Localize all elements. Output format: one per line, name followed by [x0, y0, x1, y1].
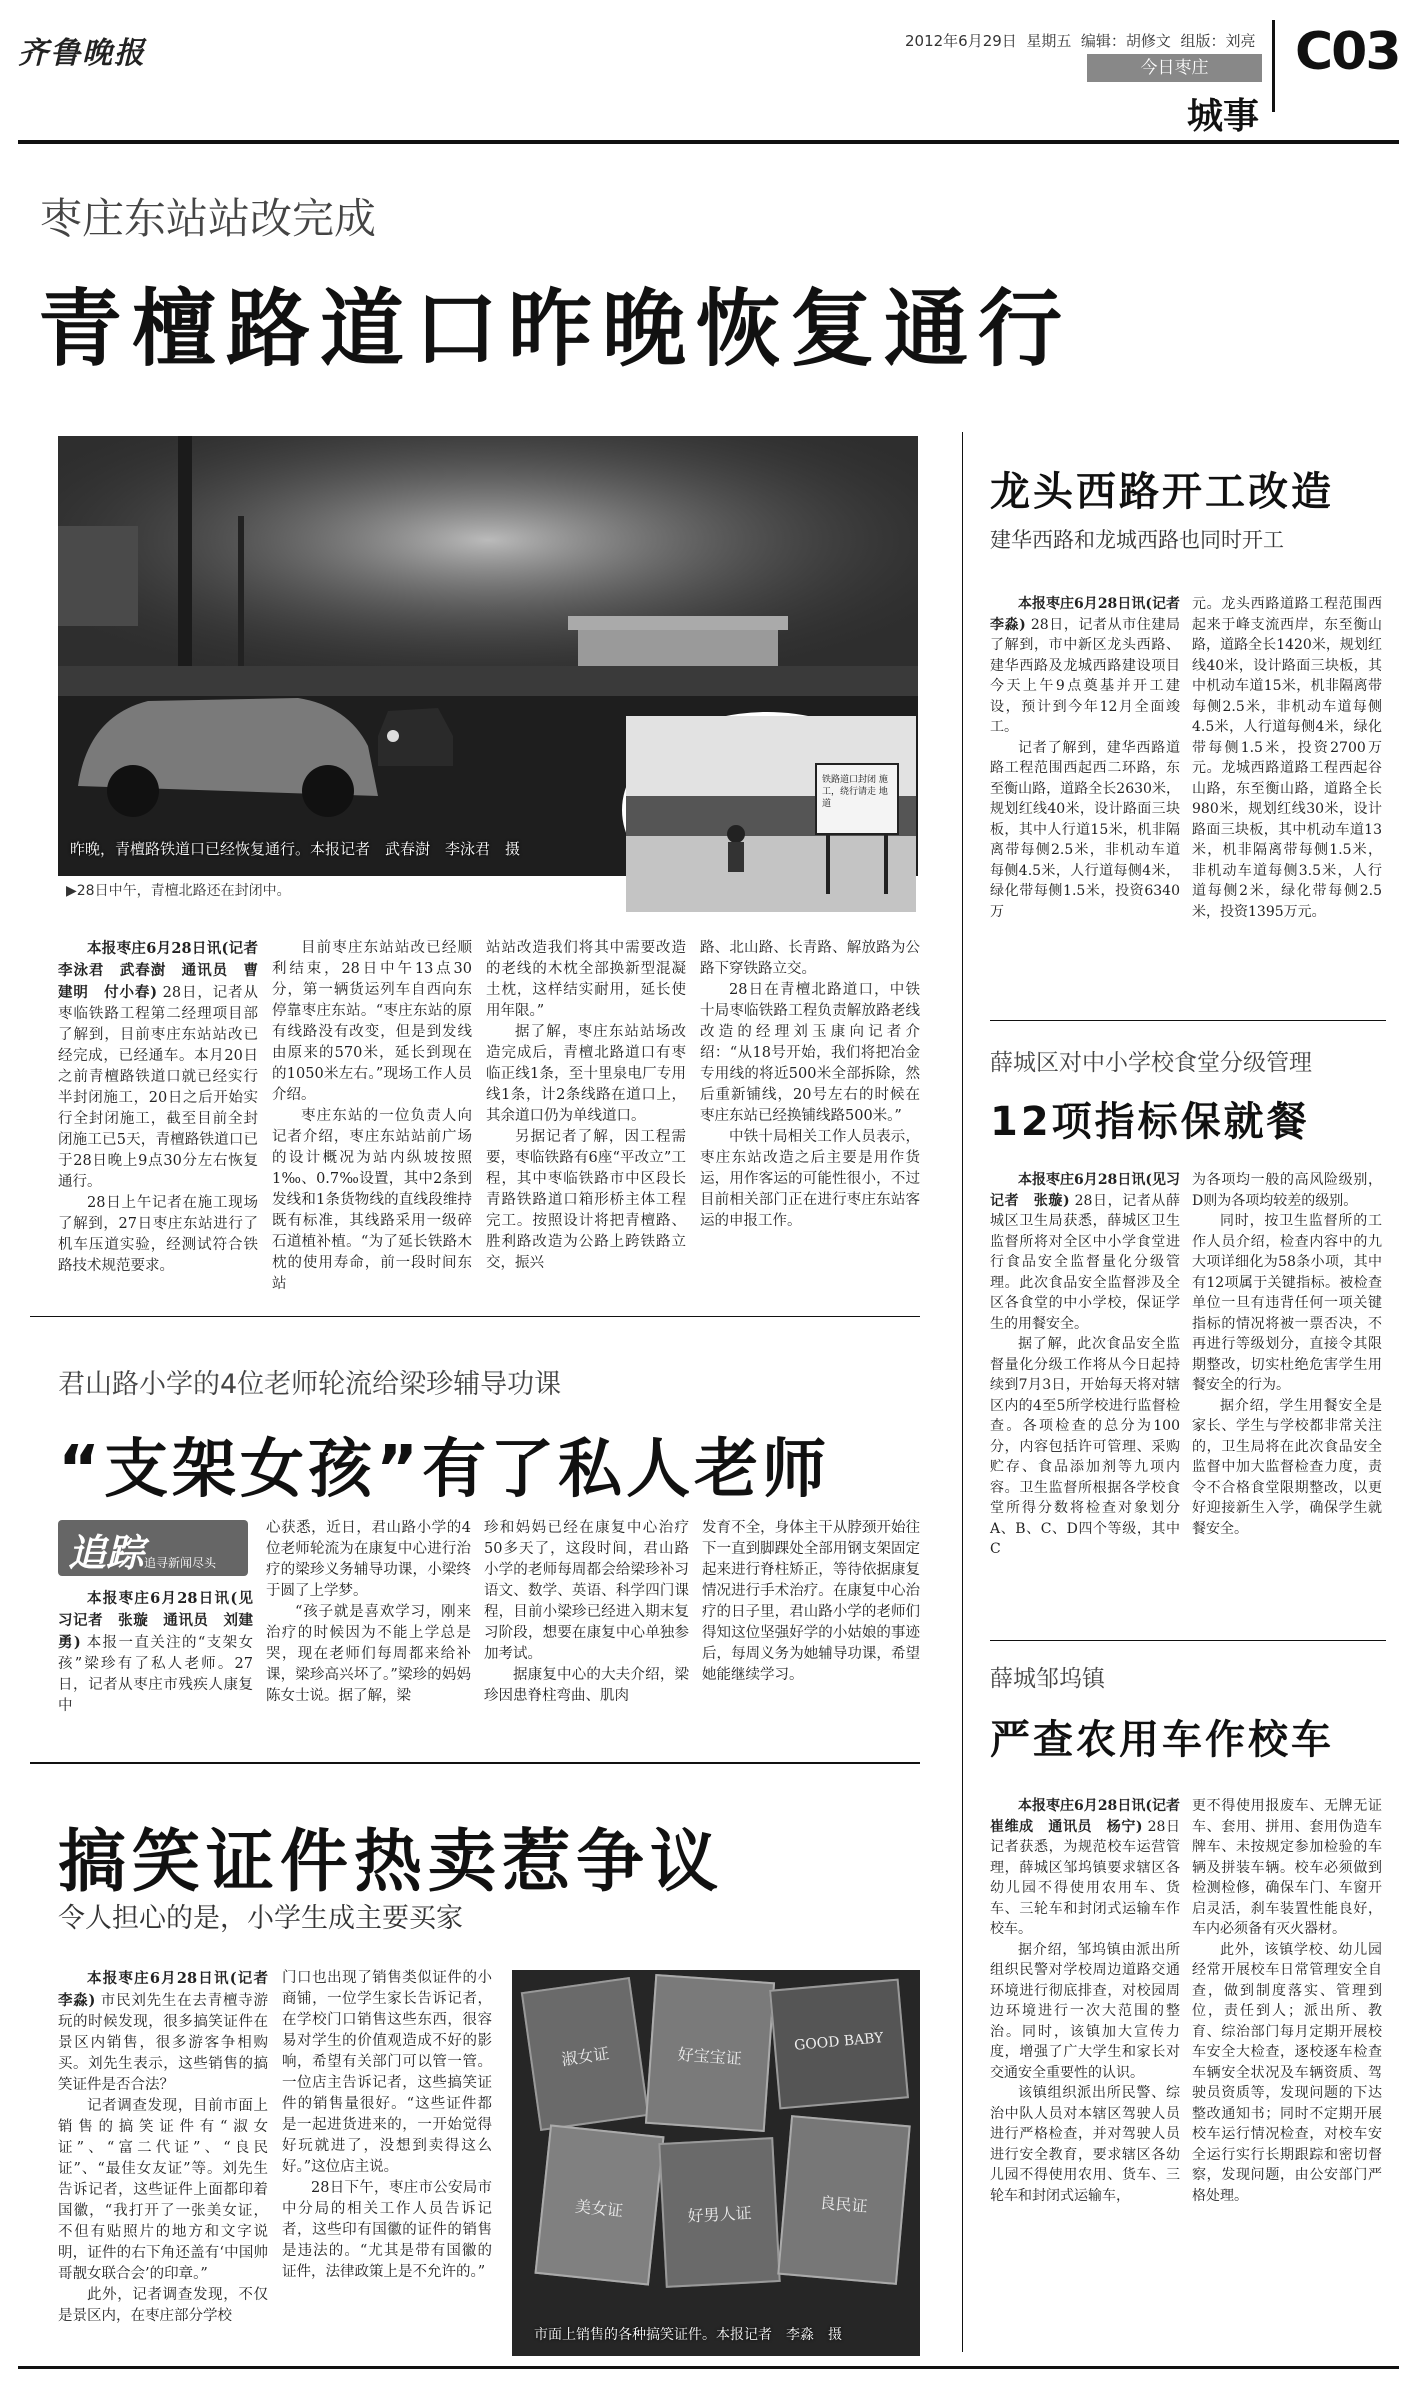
divider [990, 1020, 1386, 1021]
certificate-card: 美女证 [534, 2124, 664, 2285]
header-date: 2012年6月29日 [905, 32, 1017, 50]
story3-text: 市民刘先生在去青檀寺游玩的时候发现，很多搞笑证件在景区内销售，很多游客争相购买。刘先生表示，这些销售的搞笑证件是否合法？ [58, 1993, 269, 2093]
story3-text: 记者调查发现，目前市面上销售的搞笑证件有“淑女证”、“富二代证”、“良民证”、“最佳女友证”等。刘先生告诉记者，这些证件上面都印着国徽，“我打开了一张美女证，不但有贴照片的地方和文字说明，证件的右下角还盖有‘中国帅哥靓女联合会’的印章。” [58, 2098, 268, 2282]
story2-text: 心获悉，近日，君山路小学的4位老师轮流为在康复中心进行治疗的梁珍义务辅导功课，小梁终于圆了上学梦。 [266, 1520, 471, 1599]
section-title: 城事 [1187, 96, 1260, 137]
right3-headline: 严查农用车作校车 [990, 1717, 1334, 1763]
right1-byline: 本报枣庄6月28日讯(记者 李淼) [990, 596, 1194, 633]
right2-byline: 本报枣庄6月28日讯(见习记者 张璇) [990, 1172, 1180, 1209]
header-editor: 编辑：胡修文 [1080, 32, 1171, 50]
right2-text: 28日，记者从薛城区卫生局获悉，薛城区卫生监督所将对全区中小学食堂进行食品安全监督量化分级管理。此次食品安全监督涉及全区各食堂的中小学校，保证学生的用餐安全。 [990, 1192, 1181, 1332]
certificate-card: 良民证 [777, 2115, 910, 2285]
right1-headline: 龙头西路开工改造 [990, 469, 1334, 515]
right3-text: 此外，该镇学校、幼儿园经常开展校车日常管理安全自查，做到制度落实、管理到位，责任到人；派出所、教育、综治部门每月定期开展校车安全大检查，逐校逐车检查车辆安全状况及车辆资质、驾驶员资质等，发现问题的下达整改通知书；同时不定期开展校车运行情况检查，对校车安全运行实行长期跟踪和密切督察，发现问题，由公安部门严格处理。 [1192, 1941, 1382, 2204]
lead-headline: 青檀路道口昨晚恢复通行 [38, 280, 1073, 378]
right1-text: 元。龙头西路道路工程范围西起来于峰支流西岸，东至衡山路，道路全长1420米，规划红线40米，设计路面三块板，其中机动车道15米，机非隔离带每侧2.5米，非机动车道每侧4.5米，人行道每侧4米，绿化带每侧1.5米，投资2700万元。龙城西路道路工程西起谷山路，东至衡山路，道路全长980米，规划红线30米，设计路面三块板，其中机动车道13米，机非隔离带每侧1.5米，非机动车道每侧3.5米，人行道每侧2米，绿化带每侧2.5米，投资1395万元。 [1192, 596, 1382, 920]
certificate-card: 淑女证 [521, 1977, 649, 2131]
right3-column-1 [990, 1796, 1194, 2356]
badge-text: 追踪 [68, 1530, 145, 1575]
header-separator [1272, 20, 1275, 112]
badge-subtext: 追寻新闻尽头 [144, 1556, 217, 1570]
story2-text: “孩子就是喜欢学习，刚来治疗的时候因为不能上学总是哭，现在老师们每周都来给补课，梁珍高兴坏了。”梁珍的妈妈陈女士说。据了解，梁 [266, 1604, 471, 1704]
certificate-card: 好宝宝证 [645, 1974, 775, 2132]
lead-column-2 [272, 938, 472, 1298]
inset-photo [622, 712, 912, 908]
lead-text: 路、北山路、长青路、解放路为公路下穿铁路立交。 [700, 940, 920, 977]
lead-photo-caption: 昨晚，青檀路铁道口已经恢复通行。本报记者 武春澍 李泳君 摄 [70, 840, 521, 858]
right2-column-1 [990, 1170, 1180, 1630]
header-rule [18, 140, 1399, 144]
right2-text: 同时，按卫生监督所的工作人员介绍，检查内容中的九大项详细化为58条小项，其中有12项属于关键指标。被检查单位一旦有违背任何一项关键指标的情况将被一票否决，不再进行等级划分，直接令其限期整改，切实杜绝危害学生用餐安全的行为。 [1192, 1213, 1382, 1393]
story2-byline: 本报枣庄6月28日讯(见习记者 张璇 通讯员 刘建勇) [58, 1590, 253, 1651]
divider [990, 1640, 1386, 1641]
inset-caption: ▶28日中午，青檀北路还在封闭中。 [66, 883, 291, 899]
lead-kicker: 枣庄东站站改完成 [40, 194, 377, 243]
right3-byline: 本报枣庄6月28日讯(记者 崔维成 通讯员 杨宁) [990, 1798, 1194, 1835]
inset-sign: 铁路道口封闭 施工，绕行请走 地道 [822, 775, 888, 809]
lead-text: 28日，记者从枣临铁路工程第二经理项目部了解到，目前枣庄东站站改已经完成，已经通车。本月20日之前青檀路铁道口就已经实行半封闭施工，20日之后开始实行全封闭施工，截至目前全封闭施工已5天，青檀路铁道口已于28日晚上9点30分左右恢复通行。 [58, 985, 259, 1190]
right2-column-2 [1192, 1170, 1382, 1630]
right1-column-1 [990, 594, 1194, 1040]
lead-column-1 [58, 938, 273, 1298]
story3-text: 门口也出现了销售类似证件的小商铺，一位学生家长告诉记者，在学校门口销售这些东西，很容易对学生的价值观造成不好的影响，希望有关部门可以管一管。一位店主告诉记者，这些搞笑证件的销售量很好。“这些证件都是一起进货进来的，一开始觉得好玩就进了，没想到卖得这么好。”这位店主说。 [282, 1970, 492, 2175]
lead-text: 枣庄东站的一位负责人向记者介绍，枣庄东站站前广场的设计概况为站内纵坡按照1‰、0.7‰设置，其中2条到发线和1条货物线的直线段维持既有标准，其线路采用一级碎石道植补植。“为了延长铁路木枕的使用寿命，前一段时间东站 [272, 1108, 472, 1292]
section-bar: 今日枣庄 [1087, 54, 1262, 82]
story2-headline: “支架女孩”有了私人老师 [58, 1433, 831, 1507]
lead-text: 目前枣庄东站站改已经顺利结束，28日中午13点30分，第一辆货运列车自西向东停靠枣庄东站。“枣庄东站的原有线路没有改变，但是到发线由原来的570米，延长到现在的1050米左右。”现场工作人员介绍。 [272, 940, 472, 1103]
footer-rule [18, 2366, 1399, 2369]
right2-headline: 12项指标保就餐 [990, 1099, 1310, 1145]
lead-column-4 [700, 938, 920, 1298]
story2-column-4 [702, 1518, 920, 1748]
story2-column-2 [266, 1518, 471, 1748]
story3-subhead: 令人担心的是，小学生成主要买家 [58, 1903, 463, 1934]
story3-column-1 [58, 1968, 283, 2358]
story2-kicker: 君山路小学的4位老师轮流给梁珍辅导功课 [58, 1369, 562, 1400]
column-divider [962, 432, 963, 2352]
tracking-badge [58, 1520, 248, 1576]
right3-text: 28日记者获悉，为规范校车运营管理，薛城区邹坞镇要求辖区各幼儿园不得使用农用车、货车、三轮车和封闭式运输车作校车。 [990, 1818, 1180, 1937]
header-designer: 组版：刘亮 [1180, 32, 1256, 50]
story3-photo-caption: 市面上销售的各种搞笑证件。本报记者 李淼 摄 [534, 2327, 842, 2343]
story2-text: 发育不全，身体主干从脖颈开始往下一直到脚踝处全部用钢支架固定起来进行脊柱矫正，等待依据康复情况进行手术治疗。在康复中心治疗的日子里，君山路小学的老师们得知这位坚强好学的小姑娘的事迹后，每周义务为她辅导功课，希望她能继续学习。 [702, 1520, 920, 1683]
lead-text: 中铁十局相关工作人员表示，枣庄东站改造之后主要是用作货运，用作客运的可能性很小，不过目前相关部门正在进行枣庄东站客运的申报工作。 [700, 1129, 920, 1229]
story3-photo [512, 1970, 920, 2356]
story3-text: 此外，记者调查发现，不仅是景区内，在枣庄部分学校 [58, 2287, 268, 2324]
story2-text: 珍和妈妈已经在康复中心治疗50多天了，这段时间，君山路小学的老师每周都会给梁珍补习语文、数学、英语、科学四门课程，目前小梁珍已经进入期末复习阶段，想要在康复中心单独参加考试。 [484, 1520, 689, 1662]
lead-text: 站站改造我们将其中需要改造的老线的木枕全部换新型混凝土枕，这样结实耐用，延长使用年限。” [486, 940, 686, 1019]
right2-kicker: 薛城区对中小学校食堂分级管理 [990, 1050, 1312, 1076]
lead-text: 28日在青檀北路道口，中铁十局枣临铁路工程负责解放路老线改造的经理刘玉康向记者介绍：“从18号开始，我们将把冶金专用线的将近500米全部拆除，然后重新铺线，20号左右的时候在枣庄东站已经换铺线路500米。” [700, 982, 920, 1124]
right2-text: 为各项均一般的高风险级别，D则为各项均较差的级别。 [1192, 1172, 1382, 1209]
header-weekday: 星期五 [1026, 32, 1072, 50]
masthead: 齐鲁晚报 [18, 36, 146, 71]
story2-text: 据康复中心的大夫介绍，梁珍因患脊柱弯曲、肌肉 [484, 1667, 689, 1704]
lead-column-3 [486, 938, 686, 1298]
lead-text: 另据记者了解，因工程需要，枣临铁路有6座“平改立”工程，其中枣临铁路市中区段长青路铁路道口箱形桥主体工程完工。按照设计将把青檀路、胜利路改造为公路上跨铁路立交，振兴 [486, 1129, 686, 1271]
divider [30, 1762, 920, 1764]
right3-kicker: 薛城邹坞镇 [990, 1666, 1105, 1692]
certificate-card: GOOD BABY [769, 1979, 909, 2110]
story3-byline: 本报枣庄6月28日讯(记者 李淼) [58, 1970, 283, 2009]
right1-text: 记者了解到，建华西路道路工程范围西起西二环路，东至衡山路，道路全长2630米，规划红线40米，设计路面三块板，其中人行道15米，机非隔离带每侧2.5米，非机动车道每侧4.5米，人行道每侧4米，绿化带每侧1.5米，投资6340万 [990, 739, 1180, 920]
story3-text: 28日下午，枣庄市公安局市中分局的相关工作人员告诉记者，这些印有国徽的证件的销售是违法的。“尤其是带有国徽的证件，法律政策上是不允许的。” [282, 2180, 492, 2280]
right3-text: 更不得使用报废车、无牌无证车、套用、拼用、套用伪造车牌车、未按规定参加检验的车辆及拼装车辆。校车必须做到检测检修，确保车门、车窗开启灵活，刹车装置性能良好，车内必须备有灭火器材。 [1192, 1798, 1382, 1937]
right1-text: 28日，记者从市住建局了解到，市中新区龙头西路、建华西路及龙城西路建设项目今天上午9点奠基并开工建设，预计到今年12月全面竣工。 [990, 616, 1180, 735]
page-header-info [905, 30, 1256, 51]
right3-column-2 [1192, 1796, 1382, 2356]
lead-text: 28日上午记者在施工现场了解到，27日枣庄东站进行了机车压道实验，经测试符合铁路技术规范要求。 [58, 1195, 258, 1274]
divider [30, 1316, 920, 1317]
right3-text: 据介绍，邹坞镇由派出所组织民警对学校周边道路交通环境进行彻底排查，对校园周边环境进行一次大范围的整治。同时，该镇加大宣传力度，增强了广大学生和家长对交通安全重要性的认识。 [990, 1941, 1180, 2081]
story2-column-1 [58, 1588, 253, 1748]
story3-column-2 [282, 1968, 492, 2358]
lead-byline: 本报枣庄6月28日讯(记者 李泳君 武春澍 通讯员 曹建明 付小春) [58, 940, 273, 1001]
story3-headline: 搞笑证件热卖惹争议 [58, 1823, 725, 1902]
story2-column-3 [484, 1518, 689, 1748]
lead-text: 据了解，枣庄东站站场改造完成后，青檀北路道口有枣临正线1条，至十里泉电厂专用线1条，计2条线路在道口上，其余道口仍为单线道口。 [486, 1024, 686, 1124]
right2-text: 据了解，此次食品安全监督量化分级工作将从今日起持续到7月3日，开始每天将对辖区内的4至5所学校进行监督检查。各项检查的总分为100分，内容包括许可管理、采购贮存、食品添加剂等九项内容。卫生监督所根据各学校食堂所得分数将检查对象划分A、B、C、D四个等级，其中C [990, 1336, 1180, 1557]
story2-text: 本报一直关注的“支架女孩”梁珍有了私人老师。27日，记者从枣庄市残疾人康复中 [58, 1635, 253, 1714]
right3-text: 该镇组织派出所民警、综治中队人员对本辖区驾驶人员进行严格检查，并对驾驶人员进行安全教育，要求辖区各幼儿园不得使用农用、货车、三轮车和封闭式运输车， [990, 2085, 1180, 2204]
page-number: C03 [1295, 22, 1400, 82]
right2-text: 据介绍，学生用餐安全是家长、学生与学校都非常关注的，卫生局将在此次食品安全监督中加大监督检查力度，责令不合格食堂限期整改，以更好迎接新生入学，确保学生就餐安全。 [1192, 1397, 1382, 1537]
right1-column-2 [1192, 594, 1382, 1040]
right1-subhead: 建华西路和龙城西路也同时开工 [990, 528, 1284, 552]
certificate-card: 好男人证 [658, 2137, 780, 2288]
